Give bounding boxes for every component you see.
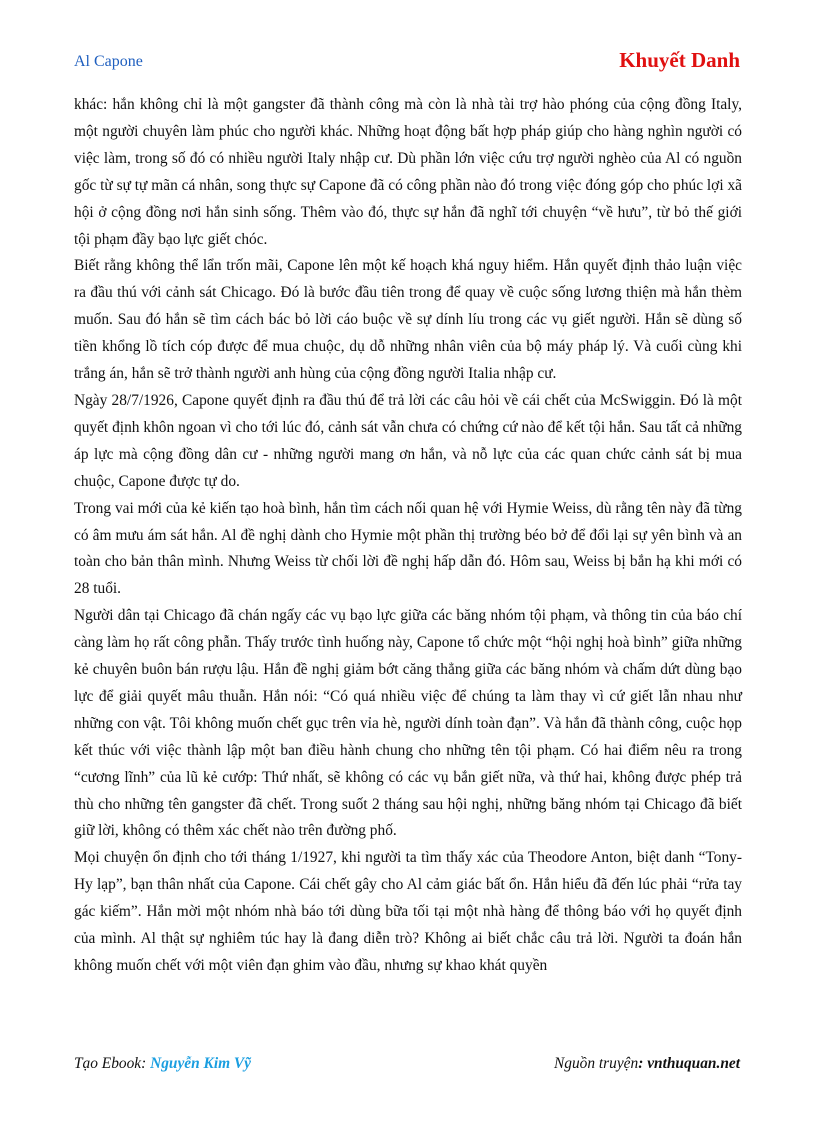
paragraph: Ngày 28/7/1926, Capone quyết định ra đầu thú để trả lời các câu hỏi về cái chết của McSwiggin. Đó là một quyết định khôn ngoan vì cho tới lúc đó, cảnh sát vẫn chưa có chứng cứ nào để kết tội hắn. Sau tất cả những áp lực mà cộng đồng dân cư - những người mang ơn hắn, và nỗ lực của các quan chức cảnh sát bị mua chuộc, Capone được tự do. (74, 391, 742, 490)
paragraph: Biết rằng không thể lẩn trốn mãi, Capone lên một kế hoạch khá nguy hiểm. Hắn quyết định thảo luận việc ra đầu thú với cảnh sát Chicago. Đó là bước đầu tiên trong để quay về cuộc sống lương thiện mà hắn thèm muốn. Sau đó hắn sẽ tìm cách bác bỏ lời cáo buộc về sự dính líu trong các vụ giết người. Hắn sẽ dùng số tiền khổng lồ tích cóp được để mua chuộc, dụ dỗ những nhân viên của bộ máy pháp lý. Và cuối cùng khi trắng án, hắn sẽ trở thành người anh hùng của cộng đồng người Italia nhập cư. (74, 257, 742, 383)
ebook-separator: : (141, 1055, 151, 1072)
ebook-label: Tạo Ebook (74, 1055, 142, 1072)
ebook-credit (74, 1055, 251, 1073)
book-author: Khuyết Danh (619, 48, 740, 72)
paragraph: khác: hắn không chỉ là một gangster đã thành công mà còn là nhà tài trợ hào phóng của cộng đồng Italy, một người chuyên làm phúc cho người khác. Những hoạt động bất hợp pháp giúp cho hàng nghìn người có việc làm, trong số đó có nhiều người Italy nhập cư. Dù phần lớn việc cứu trợ người nghèo của Al có nguồn gốc từ sự tự mãn cá nhân, song thực sự Capone đã có công phần nào đó trong việc đóng góp cho phúc lợi xã hội ở cộng đồng nơi hắn sinh sống. Thêm vào đó, thực sự hắn đã nghĩ tới chuyện “về hưu”, từ bỏ thế giới tội phạm đầy bạo lực giết chóc. (74, 96, 742, 248)
body-text (74, 92, 742, 980)
source-label: Nguồn truyện (553, 1055, 639, 1072)
ebook-creator-name: Nguyễn Kim Vỹ (150, 1055, 252, 1072)
page-header (74, 48, 740, 76)
book-title: Al Capone (74, 53, 143, 70)
source-separator: : (638, 1055, 648, 1072)
paragraph: Người dân tại Chicago đã chán ngấy các vụ bạo lực giữa các băng nhóm tội phạm, và thông tin của báo chí càng làm họ rất công phẫn. Thấy trước tình huống này, Capone tổ chức một “hội nghị hoà bình” giữa những kẻ chuyên buôn bán rượu lậu. Hắn đề nghị giảm bớt căng thẳng giữa các băng nhóm và chấm dứt dùng bạo lực để giải quyết mâu thuẫn. Hắn nói: “Có quá nhiều việc để chúng ta làm thay vì cứ giết lẫn nhau như những con vật. Tôi không muốn chết gục trên vỉa hè, người dính toàn đạn”. Và hắn đã thành công, cuộc họp kết thúc với việc thành lập một ban điều hành chung cho những tên tội phạm. Có hai điểm nêu ra trong “cương lĩnh” của lũ kẻ cướp: Thứ nhất, sẽ không có các vụ bắn giết nữa, và thứ hai, không được phép trả thù cho những tên gangster đã chết. Trong suốt 2 tháng sau hội nghị, những băng nhóm tại Chicago đã biết giữ lời, không có thêm xác chết nào trên đường phố. (74, 607, 742, 840)
source-credit (554, 1055, 740, 1073)
paragraph: Mọi chuyện ổn định cho tới tháng 1/1927, khi người ta tìm thấy xác của Theodore Anton, biệt danh “Tony-Hy lạp”, bạn thân nhất của Capone. Cái chết gây cho Al cảm giác bất ổn. Hắn hiểu đã đến lúc phải “rửa tay gác kiếm”. Hắn mời một nhóm nhà báo tới dùng bữa tối tại một nhà hàng để thông báo với họ quyết định của mình. Al thật sự nghiêm túc hay là đang diễn trò? Không ai biết chắc câu trả lời. Người ta đoán hắn không muốn chết với một viên đạn ghim vào đầu, nhưng sự khao khát quyền (74, 849, 742, 974)
page-footer (74, 1055, 740, 1079)
paragraph: Trong vai mới của kẻ kiến tạo hoà bình, hắn tìm cách nối quan hệ với Hymie Weiss, dù rằng tên này đã từng có âm mưu ám sát hắn. Al đề nghị dành cho Hymie một phần thị trường béo bở để đổi lại sự yên bình và an toàn cho bản thân mình. Nhưng Weiss từ chối lời đề nghị hấp dẫn đó. Hôm sau, Weiss bị bắn hạ khi mới có 28 tuổi. (74, 499, 742, 598)
source-link[interactable]: vnthuquan.net (647, 1055, 740, 1072)
